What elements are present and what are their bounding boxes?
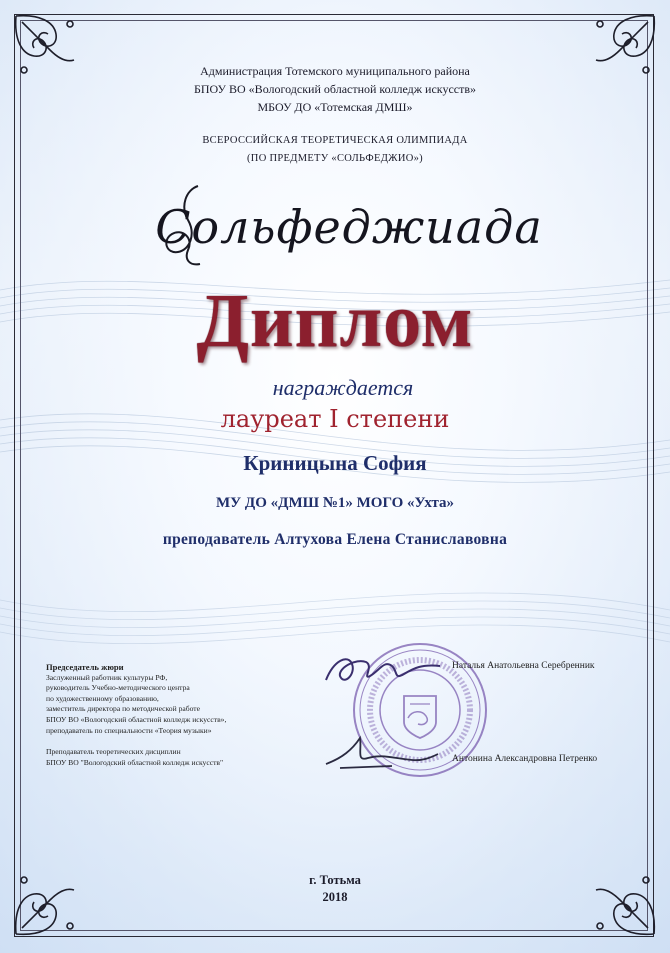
jury-chair-credential-4: заместитель директора по методической работе — [46, 704, 200, 714]
jury-credentials — [46, 662, 286, 768]
recipient-school: МУ ДО «ДМШ №1» МОГО «Ухта» — [215, 495, 455, 511]
member-name: Антонина Александровна Петренко — [452, 754, 598, 764]
jury-chair-credential-5: БПОУ ВО «Вологодский областной колледж искусств», — [46, 714, 227, 724]
chair-name: Наталья Анатольевна Серебренник — [452, 661, 595, 671]
organizer-line-3: МБОУ ДО «Тотемская ДМШ» — [257, 100, 413, 114]
member-signature — [322, 728, 442, 778]
organizer-line-2: БПОУ ВО «Вологодский областной колледж искусств» — [193, 82, 477, 96]
jury-member-credential-2: БПОУ ВО "Вологодский областной колледж искусств" — [46, 757, 224, 767]
teacher-name: преподаватель Алтухова Елена Станиславовна — [162, 531, 508, 548]
olympiad-block — [0, 132, 670, 168]
place-date-block — [0, 872, 670, 906]
jury-member-credential-1: Преподаватель теоретических дисциплин — [46, 747, 181, 757]
diploma-title: Диплом — [196, 279, 474, 363]
jury-chair-credential-1: Заслуженный работник культуры РФ, — [46, 672, 168, 682]
awarded-label: награждается — [272, 375, 414, 400]
olympiad-subject: (ПО ПРЕДМЕТУ «СОЛЬФЕДЖИО») — [247, 153, 423, 164]
year: 2018 — [322, 890, 348, 904]
laureate-degree: лауреат I степени — [220, 405, 450, 433]
organizer-line-1: Администрация Тотемского муниципального района — [200, 64, 470, 78]
recipient-name: Криницына София — [243, 451, 427, 475]
place: г. Тотьма — [309, 873, 361, 887]
jury-chair-credential-2: руководитель Учебно-методического центра — [46, 683, 190, 693]
jury-chair-credential-3: по художественному образованию, — [46, 693, 159, 703]
chair-signature — [322, 646, 442, 692]
olympiad-title: ВСЕРОССИЙСКАЯ ТЕОРЕТИЧЕСКАЯ ОЛИМПИАДА — [202, 135, 468, 146]
organizers-block — [0, 62, 670, 116]
jury-chair-title: Председатель жюри — [46, 662, 124, 672]
brand-wordmark: Сольфеджиада — [155, 200, 543, 254]
jury-chair-credential-6: преподаватель по специальности «Теория музыки» — [46, 725, 212, 735]
